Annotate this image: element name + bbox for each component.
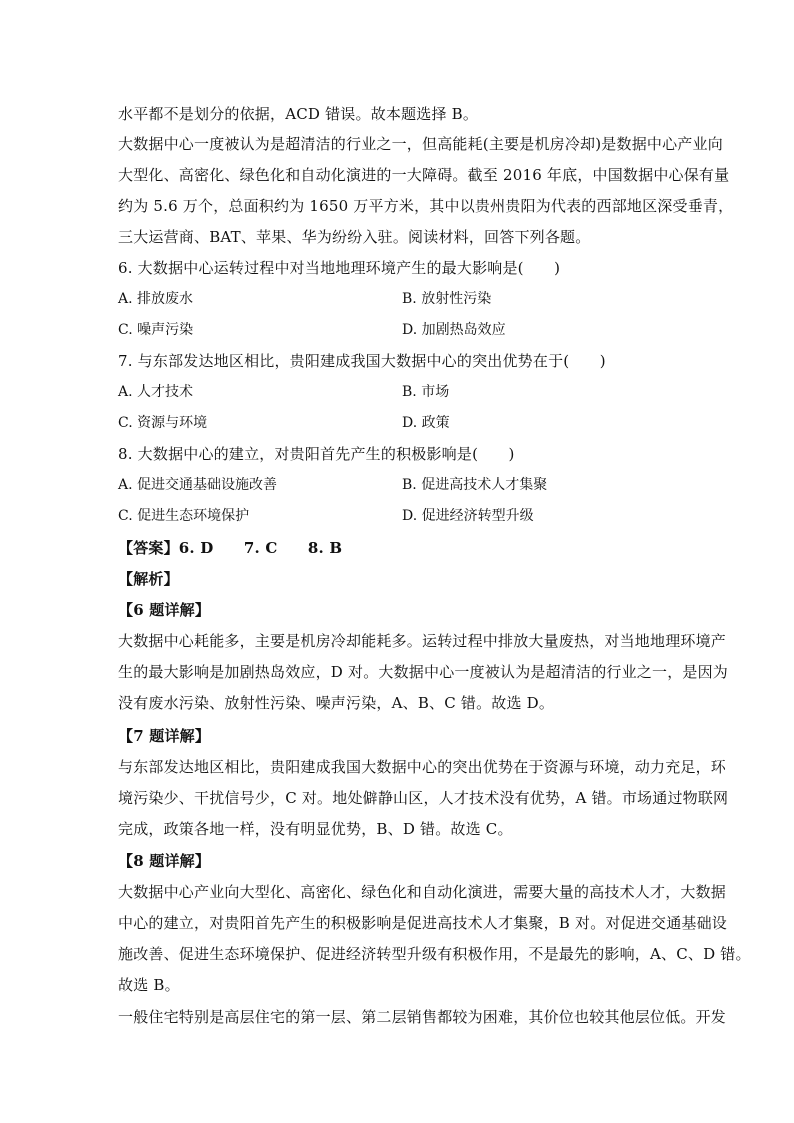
explanation-line: 与东部发达地区相比，贵阳建成我国大数据中心的突出优势在于资源与环境，动力充足，环: [118, 758, 727, 776]
question-option: C. 噪声污染: [118, 322, 194, 338]
explanation-line: 生的最大影响是加剧热岛效应，D 对。大数据中心一度被认为是超清洁的行业之一，是因为: [118, 663, 728, 681]
question-option: C. 促进生态环境保护: [118, 508, 250, 524]
question-option: B. 市场: [402, 384, 450, 400]
question-option: D. 促进经济转型升级: [402, 508, 534, 524]
question-stem: 8. 大数据中心的建立，对贵阳首先产生的积极影响是( ): [118, 445, 515, 463]
question-stem: 7. 与东部发达地区相比，贵阳建成我国大数据中心的突出优势在于( ): [118, 352, 606, 370]
question-option: B. 放射性污染: [402, 291, 492, 307]
question-option: C. 资源与环境: [118, 415, 208, 431]
question-option: B. 促进高技术人才集聚: [402, 477, 548, 493]
passage-line: 大型化、高密化、绿色化和自动化演进的一大障碍。截至 2016 年底，中国数据中心保有量: [118, 166, 730, 184]
question-option: A. 排放废水: [118, 291, 194, 307]
question-stem: 6. 大数据中心运转过程中对当地地理环境产生的最大影响是( ): [118, 259, 561, 277]
explanation-heading: 【8 题详解】: [118, 852, 211, 870]
question-option: A. 人才技术: [118, 384, 194, 400]
analysis-heading: 【解析】: [118, 570, 179, 588]
explanation-line: 境污染少、干扰信号少，C 对。地处僻静山区，人才技术没有优势，A 错。市场通过物联网: [118, 789, 729, 807]
explanation-line: 大数据中心耗能多，主要是机房冷却能耗多。运转过程中排放大量废热，对当地地理环境产: [118, 632, 727, 650]
answer-line: 【答案】6. D 7. C 8. B: [118, 539, 343, 557]
question-option: A. 促进交通基础设施改善: [118, 477, 278, 493]
passage-line: 一般住宅特别是高层住宅的第一层、第二层销售都较为困难，其价位也较其他层位低。开发: [118, 1008, 727, 1026]
explanation-heading: 【6 题详解】: [118, 601, 211, 619]
explanation-line: 故选 B。: [118, 976, 180, 994]
passage-line: 水平都不是划分的依据，ACD 错误。故本题选择 B。: [118, 105, 479, 123]
explanation-line: 施改善、促进生态环境保护、促进经济转型升级有积极作用，不是最先的影响，A、C、D 错。: [118, 945, 751, 963]
explanation-line: 中心的建立，对贵阳首先产生的积极影响是促进高技术人才集聚，B 对。对促进交通基础设: [118, 914, 727, 932]
explanation-line: 大数据中心产业向大型化、高密化、绿色化和自动化演进，需要大量的高技术人才，大数据: [118, 883, 727, 901]
passage-line: 约为 5.6 万个，总面积约为 1650 万平方米，其中以贵州贵阳为代表的西部地区深受垂青，: [118, 197, 734, 215]
question-option: D. 政策: [402, 415, 450, 431]
explanation-line: 没有废水污染、放射性污染、噪声污染，A、B、C 错。故选 D。: [118, 694, 555, 712]
passage-line: 三大运营商、BAT、苹果、华为纷纷入驻。阅读材料，回答下列各题。: [118, 228, 591, 246]
passage-line: 大数据中心一度被认为是超清洁的行业之一，但高能耗(主要是机房冷却)是数据中心产业向: [118, 135, 723, 153]
question-option: D. 加剧热岛效应: [402, 322, 506, 338]
explanation-line: 完成，政策各地一样，没有明显优势，B、D 错。故选 C。: [118, 820, 513, 838]
explanation-heading: 【7 题详解】: [118, 727, 211, 745]
